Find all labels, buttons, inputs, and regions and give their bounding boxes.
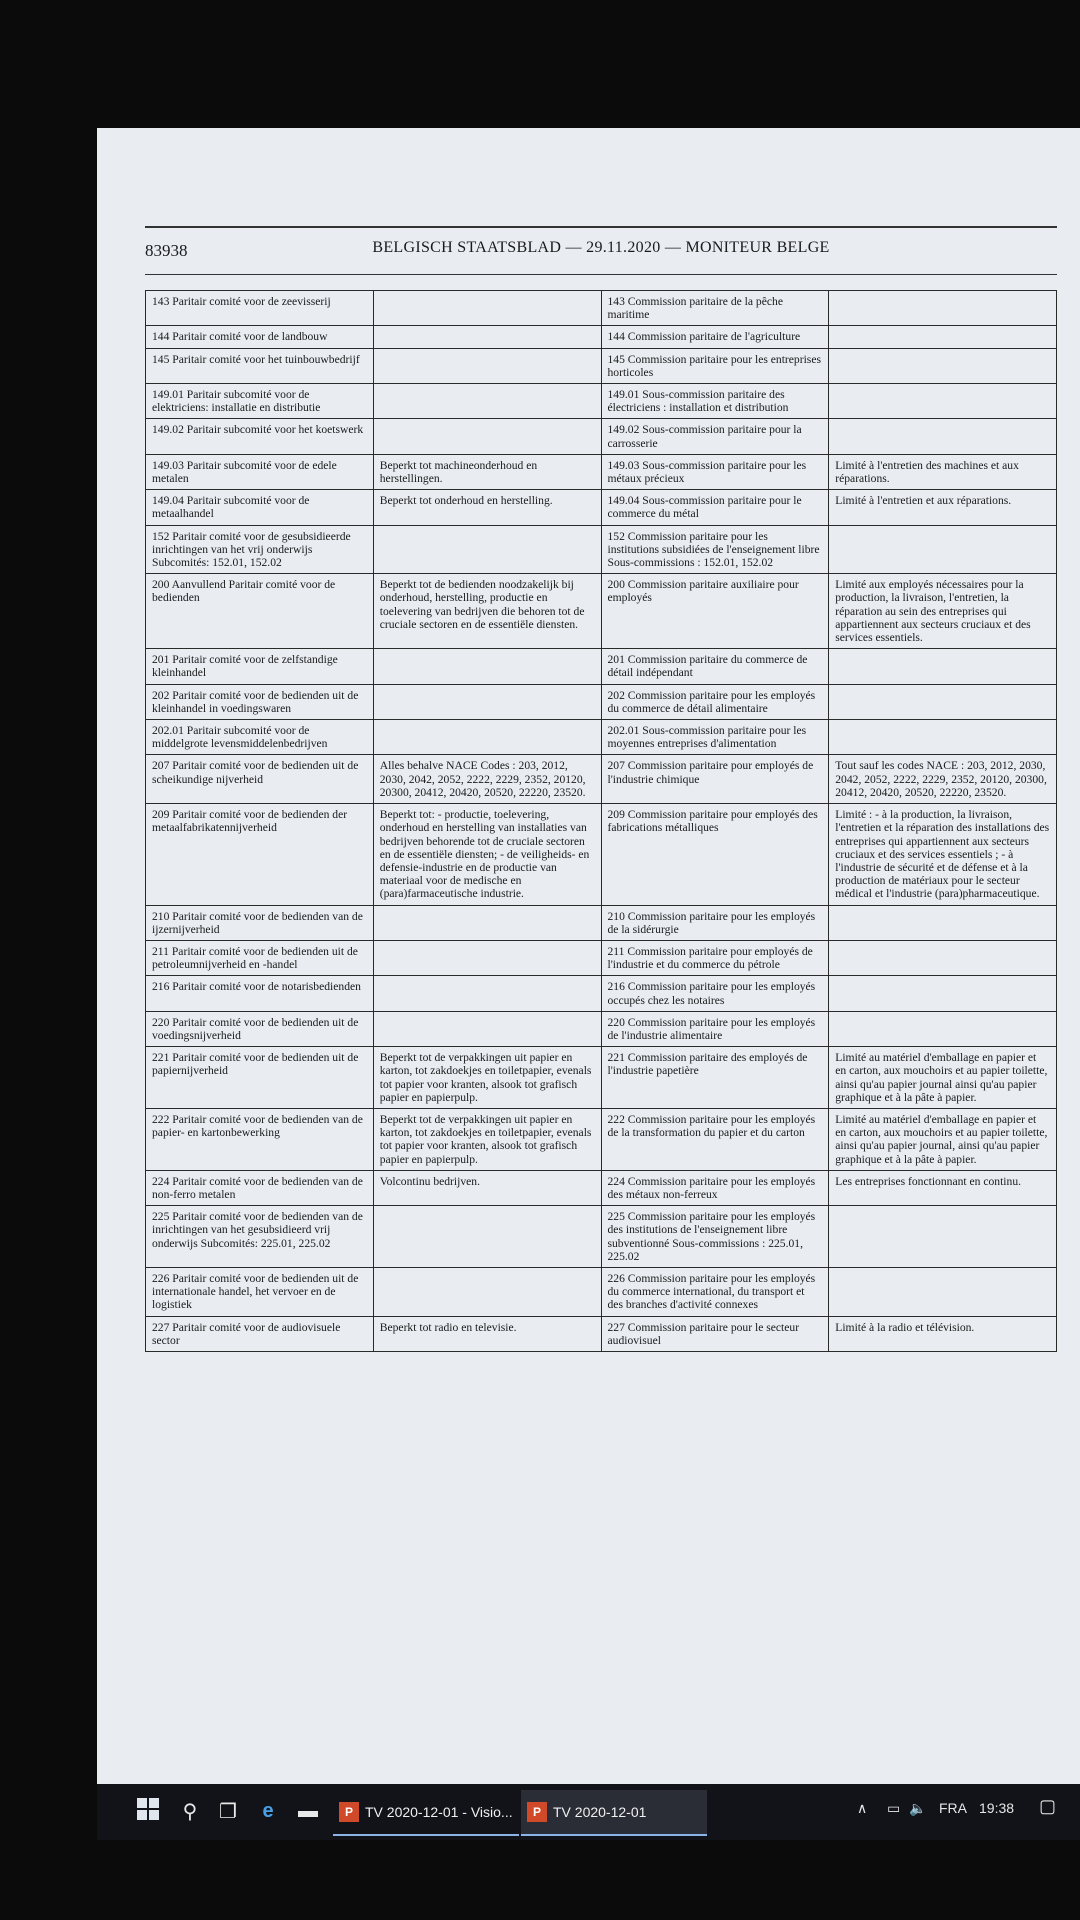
committee-fr-cell: 216 Commission paritaire pour les employés occupés chez les notaires xyxy=(601,976,829,1011)
restriction-fr-cell xyxy=(829,684,1057,719)
table-row xyxy=(146,1170,1057,1205)
restriction-nl-cell xyxy=(373,1267,601,1316)
committee-fr-cell: 221 Commission paritaire des employés de l'industrie papetière xyxy=(601,1047,829,1109)
table-row xyxy=(146,291,1057,326)
restriction-nl-cell xyxy=(373,940,601,975)
restriction-fr-cell xyxy=(829,720,1057,755)
committee-fr-cell: 145 Commission paritaire pour les entreprises horticoles xyxy=(601,348,829,383)
committee-fr-cell: 225 Commission paritaire pour les employés des institutions de l'enseignement libre subventionné Sous-commissions : 225.01, 225.02 xyxy=(601,1206,829,1268)
committee-fr-cell: 210 Commission paritaire pour les employés de la sidérurgie xyxy=(601,905,829,940)
restriction-fr-cell: Limité à la radio et télévision. xyxy=(829,1316,1057,1351)
committee-fr-cell: 207 Commission paritaire pour employés de l'industrie chimique xyxy=(601,755,829,804)
table-row xyxy=(146,940,1057,975)
restriction-nl-cell xyxy=(373,348,601,383)
committee-fr-cell: 200 Commission paritaire auxiliaire pour employés xyxy=(601,574,829,649)
table-row xyxy=(146,684,1057,719)
table-row xyxy=(146,1108,1057,1170)
file-explorer-icon[interactable]: ▬ xyxy=(298,1799,318,1822)
committee-nl-cell: 220 Paritair comité voor de bedienden uit de voedingsnijverheid xyxy=(146,1011,374,1046)
committee-fr-cell: 224 Commission paritaire pour les employés des métaux non-ferreux xyxy=(601,1170,829,1205)
restriction-nl-cell xyxy=(373,525,601,574)
restriction-fr-cell xyxy=(829,348,1057,383)
restriction-nl-cell xyxy=(373,1011,601,1046)
restriction-nl-cell xyxy=(373,720,601,755)
restriction-nl-cell: Beperkt tot machineonderhoud en herstellingen. xyxy=(373,454,601,489)
restriction-nl-cell xyxy=(373,684,601,719)
table-row xyxy=(146,1011,1057,1046)
restriction-fr-cell xyxy=(829,649,1057,684)
windows-taskbar xyxy=(97,1784,1080,1840)
joint-committee-table xyxy=(145,290,1057,1352)
restriction-fr-cell: Limité aux employés nécessaires pour la production, la livraison, l'entretien, la réparation au sein des entreprises qui appartiennent aux secteurs cruciaux et des services essentiels. xyxy=(829,574,1057,649)
notifications-icon[interactable]: ▢ xyxy=(1039,1796,1057,1816)
committee-fr-cell: 149.02 Sous-commission paritaire pour la carrosserie xyxy=(601,419,829,454)
committee-nl-cell: 149.03 Paritair subcomité voor de edele metalen xyxy=(146,454,374,489)
committee-nl-cell: 202.01 Paritair subcomité voor de middelgrote levensmiddelenbedrijven xyxy=(146,720,374,755)
restriction-nl-cell xyxy=(373,649,601,684)
taskbar-app-label: TV 2020-12-01 xyxy=(553,1804,647,1820)
committee-nl-cell: 143 Paritair comité voor de zeevisserij xyxy=(146,291,374,326)
taskbar-app-visio[interactable] xyxy=(333,1790,519,1836)
restriction-nl-cell: Beperkt tot onderhoud en herstelling. xyxy=(373,490,601,525)
table-row xyxy=(146,525,1057,574)
table-row xyxy=(146,490,1057,525)
committee-nl-cell: 152 Paritair comité voor de gesubsidieerde inrichtingen van het vrij onderwijs Subcomités: 152.01, 152.02 xyxy=(146,525,374,574)
taskbar-app-tv[interactable] xyxy=(521,1790,707,1836)
committee-fr-cell: 202.01 Sous-commission paritaire pour les moyennes entreprises d'alimentation xyxy=(601,720,829,755)
restriction-fr-cell xyxy=(829,976,1057,1011)
powerpoint-icon: P xyxy=(339,1802,359,1822)
clock[interactable]: 19:38 xyxy=(979,1800,1015,1816)
restriction-fr-cell xyxy=(829,326,1057,348)
table-row xyxy=(146,1267,1057,1316)
restriction-nl-cell: Beperkt tot: - productie, toelevering, onderhoud en herstelling van installaties van bedrijven behorende tot de cruciale sectoren en de essentiële diensten; - de veiligheids- en defensie-industrie en de productie van materiaal voor de medische en (para)farmaceutische industrie. xyxy=(373,804,601,905)
table-row xyxy=(146,1047,1057,1109)
committee-nl-cell: 145 Paritair comité voor het tuinbouwbedrijf xyxy=(146,348,374,383)
committee-fr-cell: 149.03 Sous-commission paritaire pour les métaux précieux xyxy=(601,454,829,489)
restriction-fr-cell: Limité à l'entretien des machines et aux réparations. xyxy=(829,454,1057,489)
table-row xyxy=(146,384,1057,419)
restriction-fr-cell: Limité : - à la production, la livraison, l'entretien et la réparation des installations des entreprises qui appartiennent aux secteurs cruciaux et des services essentiels ; - à l'industrie de sécurité et de défense et à la production de matériaux pour le secteur médical et l'industrie (para)pharmaceutique. xyxy=(829,804,1057,905)
table-row xyxy=(146,755,1057,804)
restriction-fr-cell: Les entreprises fonctionnant en continu. xyxy=(829,1170,1057,1205)
input-language[interactable]: FRA xyxy=(939,1800,967,1816)
restriction-nl-cell xyxy=(373,326,601,348)
table-row xyxy=(146,326,1057,348)
committee-nl-cell: 224 Paritair comité voor de bedienden van de non-ferro metalen xyxy=(146,1170,374,1205)
restriction-fr-cell: Limité au matériel d'emballage en papier et en carton, aux mouchoirs et au papier toilette, ainsi qu'au papier journal ainsi qu'au papier graphique et à la pâte à papier. xyxy=(829,1047,1057,1109)
committee-nl-cell: 221 Paritair comité voor de bedienden uit de papiernijverheid xyxy=(146,1047,374,1109)
restriction-fr-cell xyxy=(829,384,1057,419)
committee-nl-cell: 210 Paritair comité voor de bedienden van de ijzernijverheid xyxy=(146,905,374,940)
journal-title: BELGISCH STAATSBLAD — 29.11.2020 — MONITEUR BELGE xyxy=(372,239,830,256)
restriction-nl-cell xyxy=(373,291,601,326)
committee-nl-cell: 226 Paritair comité voor de bedienden uit de internationale handel, het vervoer en de logistiek xyxy=(146,1267,374,1316)
volume-icon[interactable]: 🔈 xyxy=(909,1800,927,1816)
committee-nl-cell: 201 Paritair comité voor de zelfstandige kleinhandel xyxy=(146,649,374,684)
search-icon[interactable]: ⚲ xyxy=(182,1800,198,1823)
committee-nl-cell: 149.04 Paritair subcomité voor de metaalhandel xyxy=(146,490,374,525)
restriction-fr-cell xyxy=(829,291,1057,326)
table-row xyxy=(146,720,1057,755)
committee-fr-cell: 201 Commission paritaire du commerce de détail indépendant xyxy=(601,649,829,684)
committee-fr-cell: 202 Commission paritaire pour les employés du commerce de détail alimentaire xyxy=(601,684,829,719)
committee-nl-cell: 222 Paritair comité voor de bedienden van de papier- en kartonbewerking xyxy=(146,1108,374,1170)
committee-fr-cell: 211 Commission paritaire pour employés de l'industrie et du commerce du pétrole xyxy=(601,940,829,975)
restriction-fr-cell xyxy=(829,419,1057,454)
table-row xyxy=(146,419,1057,454)
restriction-fr-cell xyxy=(829,940,1057,975)
committee-nl-cell: 207 Paritair comité voor de bedienden uit de scheikundige nijverheid xyxy=(146,755,374,804)
windows-start-icon[interactable] xyxy=(137,1798,163,1824)
restriction-fr-cell xyxy=(829,1206,1057,1268)
document-table-container xyxy=(145,290,1057,1766)
committee-fr-cell: 143 Commission paritaire de la pêche maritime xyxy=(601,291,829,326)
committee-nl-cell: 144 Paritair comité voor de landbouw xyxy=(146,326,374,348)
restriction-fr-cell: Limité à l'entretien et aux réparations. xyxy=(829,490,1057,525)
committee-fr-cell: 226 Commission paritaire pour les employés du commerce international, du transport et des branches d'activité connexes xyxy=(601,1267,829,1316)
document-header xyxy=(145,226,1057,275)
table-row xyxy=(146,649,1057,684)
committee-nl-cell: 211 Paritair comité voor de bedienden uit de petroleumnijverheid en -handel xyxy=(146,940,374,975)
restriction-nl-cell xyxy=(373,976,601,1011)
committee-nl-cell: 200 Aanvullend Paritair comité voor de bedienden xyxy=(146,574,374,649)
restriction-fr-cell: Tout sauf les codes NACE : 203, 2012, 2030, 2042, 2052, 2222, 2229, 2352, 20120, 20300, 20412, 20420, 20520, 22220, 23520. xyxy=(829,755,1057,804)
page-number: 83938 xyxy=(145,241,188,260)
restriction-nl-cell: Volcontinu bedrijven. xyxy=(373,1170,601,1205)
table-row xyxy=(146,905,1057,940)
committee-nl-cell: 149.02 Paritair subcomité voor het koetswerk xyxy=(146,419,374,454)
committee-nl-cell: 209 Paritair comité voor de bedienden der metaalfabrikatennijverheid xyxy=(146,804,374,905)
restriction-nl-cell: Beperkt tot de verpakkingen uit papier en karton, tot zakdoekjes en toiletpapier, evenals tot papier voor kranten, alsook tot grafisch papier en papierpulp. xyxy=(373,1047,601,1109)
restriction-fr-cell xyxy=(829,1267,1057,1316)
table-row xyxy=(146,1206,1057,1268)
table-row xyxy=(146,348,1057,383)
committee-fr-cell: 222 Commission paritaire pour les employés de la transformation du papier et du carton xyxy=(601,1108,829,1170)
powerpoint-icon: P xyxy=(527,1802,547,1822)
restriction-fr-cell xyxy=(829,525,1057,574)
table-row xyxy=(146,804,1057,905)
edge-browser-icon[interactable]: e xyxy=(262,1799,274,1822)
network-icon[interactable]: ▭ xyxy=(887,1800,901,1816)
committee-nl-cell: 216 Paritair comité voor de notarisbedienden xyxy=(146,976,374,1011)
committee-nl-cell: 225 Paritair comité voor de bedienden van de inrichtingen van het gesubsidieerd vrij onderwijs Subcomités: 225.01, 225.02 xyxy=(146,1206,374,1268)
committee-nl-cell: 227 Paritair comité voor de audiovisuele sector xyxy=(146,1316,374,1351)
restriction-nl-cell: Alles behalve NACE Codes : 203, 2012, 2030, 2042, 2052, 2222, 2229, 2352, 20120, 20300, 20412, 20420, 20520, 22220, 23520. xyxy=(373,755,601,804)
committee-fr-cell: 209 Commission paritaire pour employés des fabrications métalliques xyxy=(601,804,829,905)
restriction-nl-cell: Beperkt tot de bedienden noodzakelijk bij onderhoud, herstelling, productie en toelevering van bedrijven die behoren tot de cruciale sectoren en de essentiële diensten. xyxy=(373,574,601,649)
chevron-up-icon[interactable]: ∧ xyxy=(857,1800,868,1816)
committee-fr-cell: 144 Commission paritaire de l'agriculture xyxy=(601,326,829,348)
taskbar-app-label: TV 2020-12-01 - Visio... xyxy=(365,1804,513,1820)
table-row xyxy=(146,574,1057,649)
committee-fr-cell: 149.04 Sous-commission paritaire pour le commerce du métal xyxy=(601,490,829,525)
restriction-nl-cell xyxy=(373,1206,601,1268)
committee-nl-cell: 149.01 Paritair subcomité voor de elektriciens: installatie en distributie xyxy=(146,384,374,419)
committee-fr-cell: 227 Commission paritaire pour le secteur audiovisuel xyxy=(601,1316,829,1351)
table-row xyxy=(146,1316,1057,1351)
committee-fr-cell: 152 Commission paritaire pour les institutions subsidiées de l'enseignement libre Sous-commissions : 152.01, 152.02 xyxy=(601,525,829,574)
restriction-fr-cell: Limité au matériel d'emballage en papier et en carton, aux mouchoirs et au papier toilette, ainsi qu'au papier journal, ainsi qu'au papier graphique et à la pâte à papier. xyxy=(829,1108,1057,1170)
restriction-fr-cell xyxy=(829,1011,1057,1046)
task-view-icon[interactable]: ❐ xyxy=(219,1800,237,1823)
committee-fr-cell: 220 Commission paritaire pour les employés de l'industrie alimentaire xyxy=(601,1011,829,1046)
committee-nl-cell: 202 Paritair comité voor de bedienden uit de kleinhandel in voedingswaren xyxy=(146,684,374,719)
table-row xyxy=(146,976,1057,1011)
monitor-screen xyxy=(97,128,1080,1784)
restriction-nl-cell xyxy=(373,419,601,454)
restriction-nl-cell: Beperkt tot de verpakkingen uit papier en karton, tot zakdoekjes en toiletpapier, evenals tot papier voor kranten, alsook tot grafisch papier en papierpulp. xyxy=(373,1108,601,1170)
committee-fr-cell: 149.01 Sous-commission paritaire des électriciens : installation et distribution xyxy=(601,384,829,419)
restriction-nl-cell xyxy=(373,384,601,419)
restriction-nl-cell: Beperkt tot radio en televisie. xyxy=(373,1316,601,1351)
table-row xyxy=(146,454,1057,489)
restriction-fr-cell xyxy=(829,905,1057,940)
restriction-nl-cell xyxy=(373,905,601,940)
